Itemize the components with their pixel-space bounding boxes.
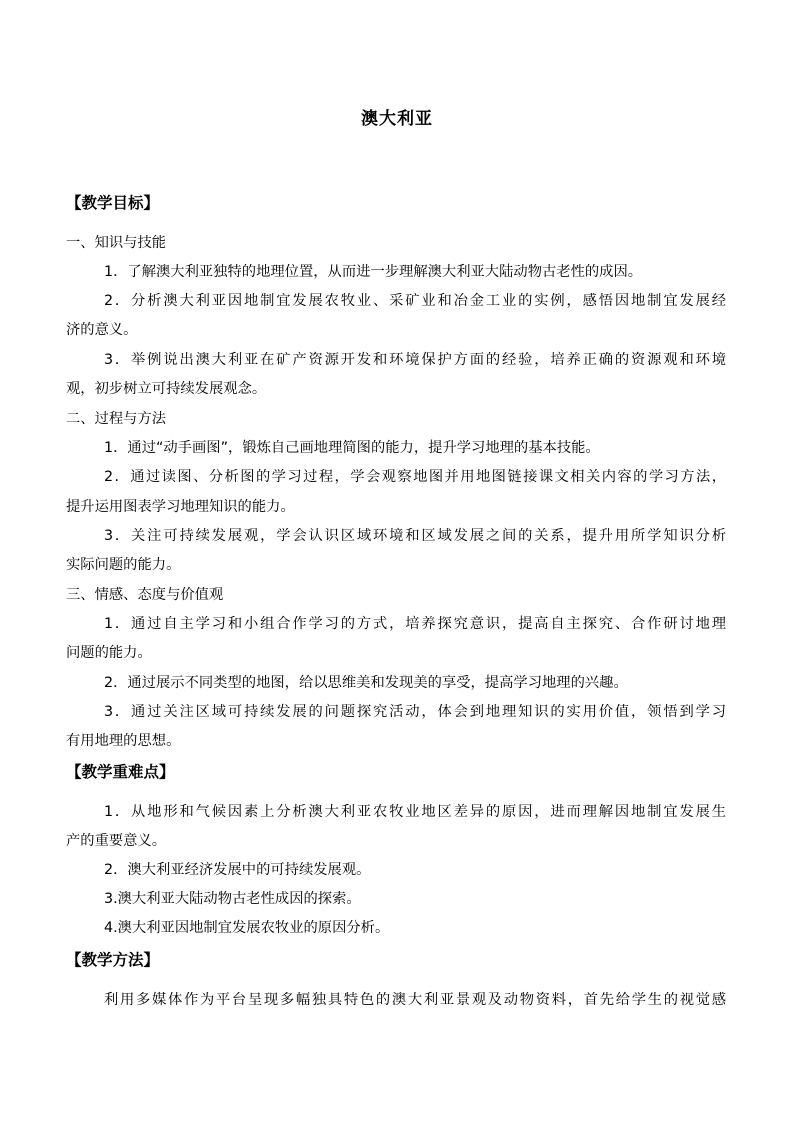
- s2-item-1: 1．通过“动手画图”，锻炼自己画地理简图的能力，提升学习地理的基本技能。: [104, 440, 600, 456]
- s2-item-2-line-1: 2．通过读图、分析图的学习过程，学会观察地图并用地图链接课文相关内容的学习方法，: [104, 469, 726, 485]
- key-item-3: 3.澳大利亚大陆动物古老性成因的探索。: [104, 891, 361, 907]
- s2-item-3-line-2: 实际问题的能力。: [66, 557, 181, 573]
- s1-item-2-line-2: 济的意义。: [66, 322, 138, 338]
- s2-item-2-line-2: 提升运用图表学习地理知识的能力。: [66, 499, 295, 515]
- s3-item-1-line-2: 问题的能力。: [66, 645, 152, 661]
- s2-item-3-line-1: 3．关注可持续发展观，学会认识区域环境和区域发展之间的关系，提升用所学知识分析: [104, 528, 726, 544]
- section-1-title: 一、知识与技能: [66, 235, 167, 251]
- section-3-title: 三、情感、态度与价值观: [66, 587, 224, 603]
- key-points-heading: 【教学重难点】: [66, 763, 175, 781]
- key-item-4: 4.澳大利亚因地制宜发展农牧业的原因分析。: [104, 920, 390, 936]
- s3-item-3-line-1: 3．通过关注区域可持续发展的问题探究活动，体会到地理知识的实用价值，领悟到学习: [104, 704, 726, 720]
- key-item-1-line-1: 1．从地形和气候因素上分析澳大利亚农牧业地区差异的原因，进而理解因地制宜发展生: [104, 804, 726, 820]
- key-item-2: 2．澳大利亚经济发展中的可持续发展观。: [104, 862, 371, 878]
- goals-heading: 【教学目标】: [66, 194, 160, 212]
- page-title: 澳大利亚: [361, 109, 433, 129]
- s1-item-1: 1．了解澳大利亚独特的地理位置，从而进一步理解澳大利亚大陆动物古老性的成因。: [104, 264, 643, 280]
- methods-heading: 【教学方法】: [66, 951, 160, 969]
- s1-item-3-line-1: 3．举例说出澳大利亚在矿产资源开发和环境保护方面的经验，培养正确的资源观和环境: [104, 352, 726, 368]
- key-item-1-line-2: 产的重要意义。: [66, 833, 167, 849]
- s3-item-3-line-2: 有用地理的思想。: [66, 733, 181, 749]
- s3-item-1-line-1: 1．通过自主学习和小组合作学习的方式，培养探究意识，提高自主探究、合作研讨地理: [104, 616, 726, 632]
- methods-paragraph-line-1: 利用多媒体作为平台呈现多幅独具特色的澳大利亚景观及动物资料，首先给学生的视觉感: [104, 992, 726, 1008]
- section-2-title: 二、过程与方法: [66, 411, 167, 427]
- s3-item-2: 2．通过展示不同类型的地图，给以思维美和发现美的享受，提高学习地理的兴趣。: [104, 675, 628, 691]
- s1-item-2-line-1: 2．分析澳大利亚因地制宜发展农牧业、采矿业和冶金工业的实例，感悟因地制宜发展经: [104, 293, 726, 309]
- s1-item-3-line-2: 观，初步树立可持续发展观念。: [66, 381, 267, 397]
